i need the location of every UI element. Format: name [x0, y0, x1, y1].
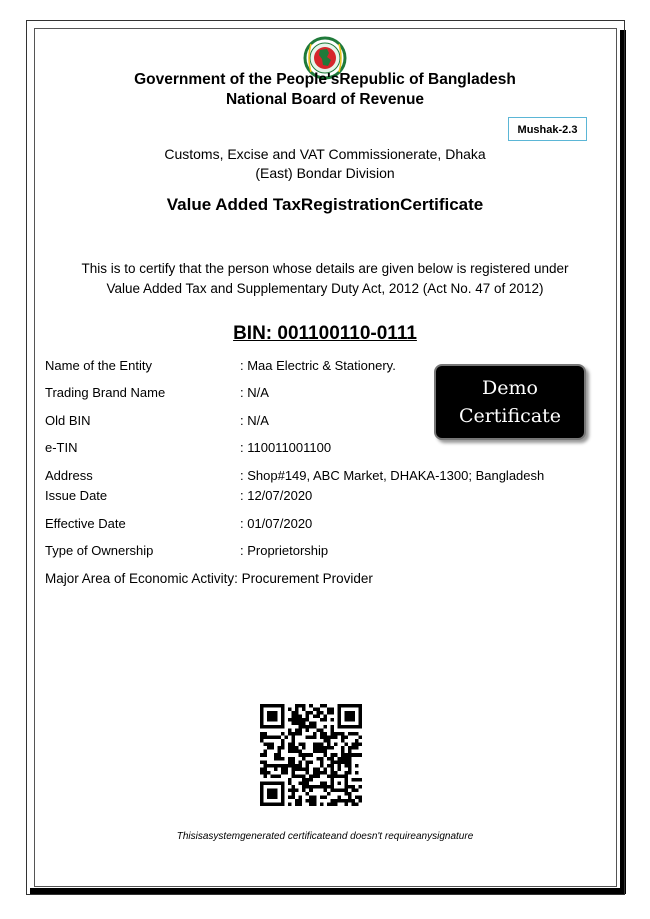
bin-number: BIN: 001100110-0111	[233, 323, 417, 344]
intro-line: This is to certify that the person whose details are given below is registered under	[81, 261, 569, 276]
old-bin-value: : N/A	[240, 413, 269, 428]
intro-text	[40, 259, 610, 299]
footer-note: Thisisasystemgenerated certificateand doesn't requireanysignature	[176, 831, 474, 842]
entity-name-label: Name of the Entity	[45, 358, 152, 373]
watermark-line: Demo	[482, 377, 538, 399]
effective-date-value: : 01/07/2020	[240, 516, 313, 531]
trading-brand-value: : N/A	[240, 385, 269, 400]
entity-name-value: : Maa Electric & Stationery.	[240, 358, 396, 373]
etin-label: e-TIN	[45, 440, 78, 455]
commissionerate-line: Customs, Excise and VAT Commissionerate, Dhaka	[164, 146, 486, 162]
ownership-type-value: : Proprietorship	[240, 543, 329, 558]
demo-watermark	[434, 364, 586, 440]
effective-date-label: Effective Date	[45, 516, 126, 531]
trading-brand-label: Trading Brand Name	[45, 385, 166, 400]
old-bin-label: Old BIN	[45, 413, 91, 428]
qr-code	[260, 704, 362, 806]
address-value: : Shop#149, ABC Market, DHAKA-1300; Bangladesh	[240, 468, 545, 483]
etin-value: : 110011001100	[240, 440, 332, 455]
watermark-line: Certificate	[458, 405, 562, 427]
intro-line: Value Added Tax and Supplementary Duty Act, 2012 (Act No. 47 of 2012)	[106, 281, 544, 296]
certificate-title: Value Added TaxRegistrationCertificate	[166, 195, 484, 214]
government-title	[0, 70, 650, 110]
issue-date-label: Issue Date	[45, 488, 108, 503]
government-line: Government of the People'sRepublic of Bangladesh	[134, 71, 516, 88]
issue-date-value: : 12/07/2020	[240, 488, 313, 503]
address-label: Address	[45, 468, 93, 483]
economic-activity: Major Area of Economic Activity: Procurement Provider	[45, 571, 373, 586]
commissionerate	[0, 145, 650, 183]
division-line: (East) Bondar Division	[255, 165, 395, 181]
form-code-badge: Mushak-2.3	[508, 117, 587, 141]
board-line: National Board of Revenue	[225, 91, 425, 108]
ownership-type-label: Type of Ownership	[45, 543, 154, 558]
